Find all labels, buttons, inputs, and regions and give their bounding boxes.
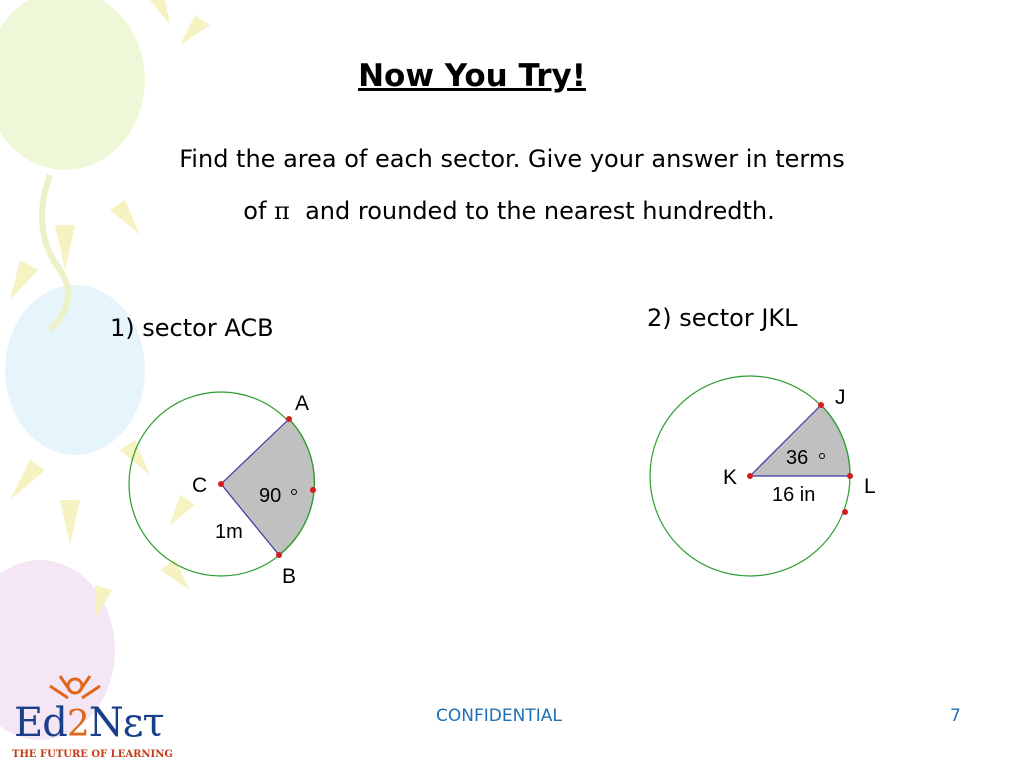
radius-label-kl: 16 in [772,484,816,506]
point-j [818,402,824,408]
slide-title: Now You Try! [358,58,586,94]
label-j: J [835,386,846,409]
label-c: C [192,474,208,497]
problem-2-label: 2) sector JKL [647,304,798,332]
problem-1-label: 1) sector ACB [110,314,274,342]
instruction-rest-text: and rounded to the nearest hundredth. [305,197,775,225]
point-on-circle [842,509,848,515]
logo-text-net: Nετ [88,700,164,746]
instruction-of-text: of [243,197,267,225]
point-k [747,473,753,479]
instruction-line-1: Find the area of each sector. Give your answer in terms [179,145,845,173]
angle-label-acb: 90 [259,485,282,507]
label-a: A [295,392,310,415]
pi-symbol: π [274,197,290,225]
radius-label-ca: 1m [215,521,243,543]
logo-text-ed: Ed [14,700,67,746]
point-l [847,473,853,479]
logo-wordmark [14,700,164,746]
logo-text-2: 2 [66,704,89,745]
label-b: B [282,565,297,588]
label-k: K [723,466,738,489]
logo-tagline: THE FUTURE OF LEARNING [12,749,173,760]
angle-label-jkl: 36 [786,447,809,469]
ed2net-logo [8,672,178,768]
footer-confidential: CONFIDENTIAL [436,706,562,726]
page-number: 7 [950,706,961,726]
label-l: L [864,475,876,498]
